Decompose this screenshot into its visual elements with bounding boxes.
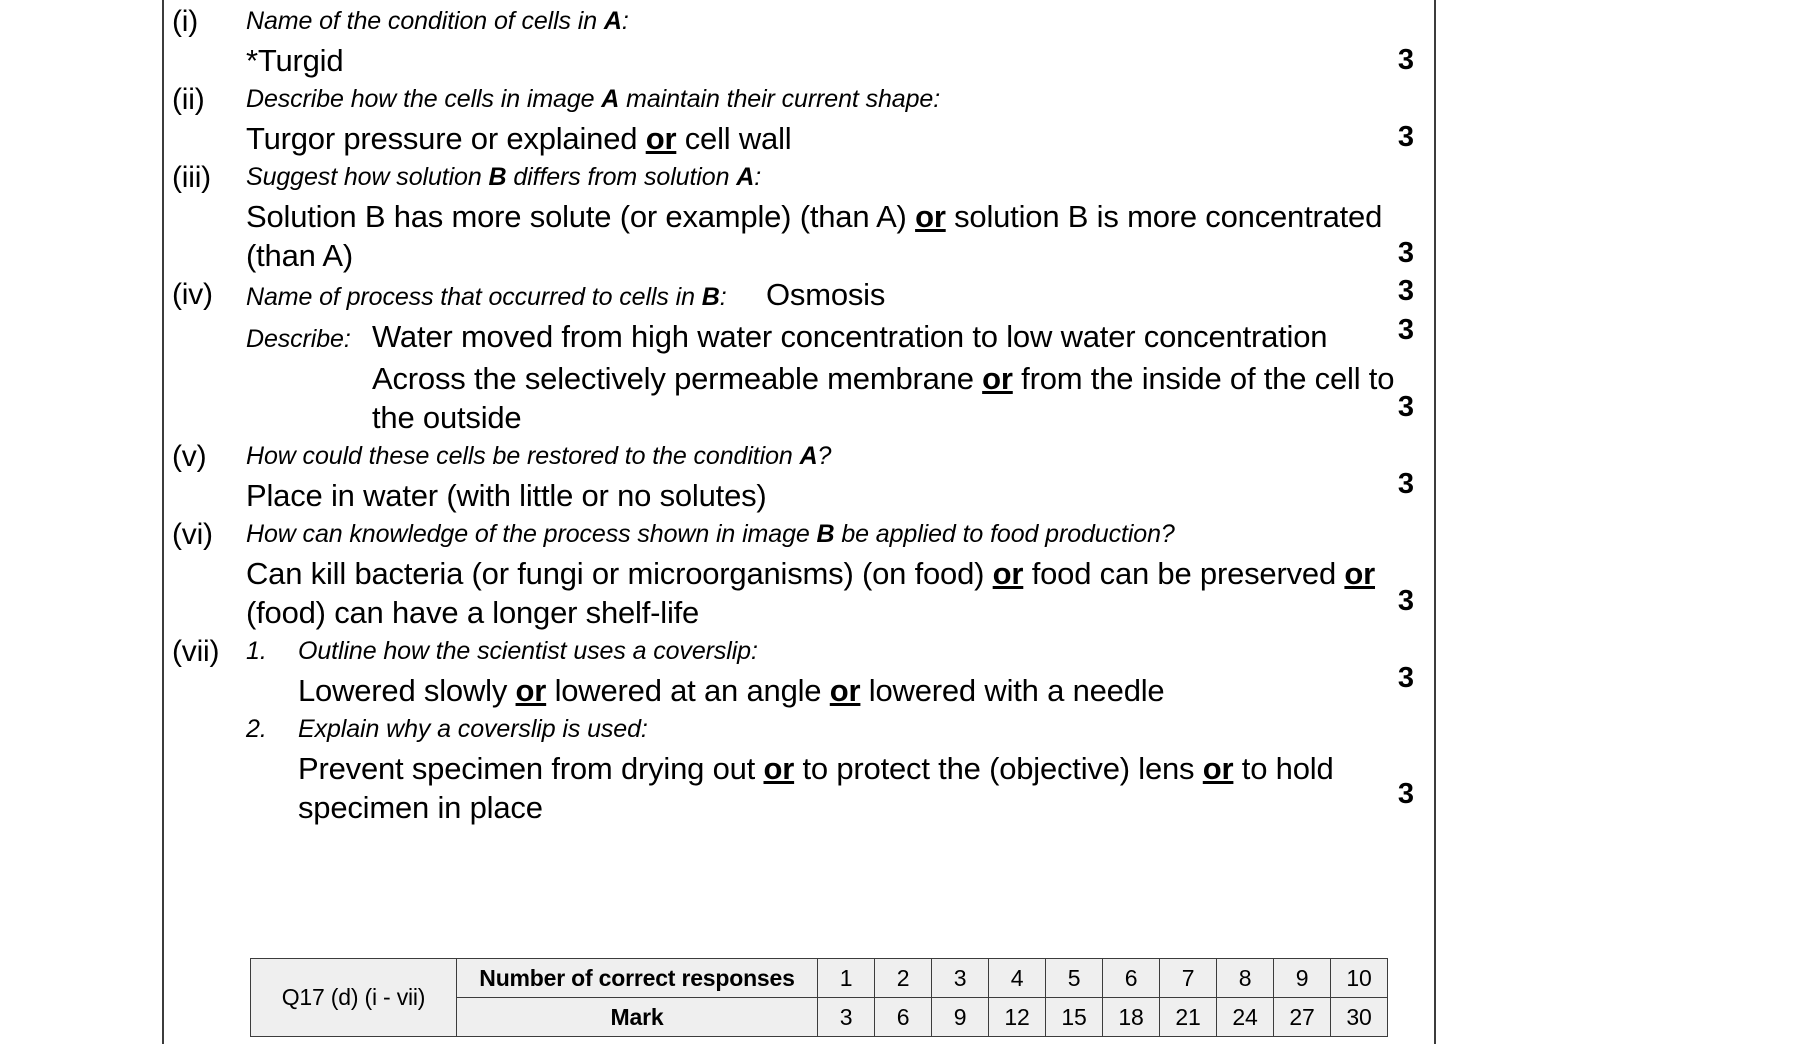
- mark-value-vi: 3: [1397, 585, 1415, 617]
- grid-mark-cell: 27: [1274, 998, 1331, 1037]
- answer-text-vi: Can kill bacteria (or fungi or microorganisms) (on food) or food can be preserved or (food) can have a longer shelf-life: [246, 556, 1376, 630]
- sub-question-text-2: Explain why a coverslip is used:: [298, 715, 648, 743]
- grid-response-cell: 1: [818, 959, 875, 998]
- answers-content: [172, 0, 1430, 1044]
- grid-response-cell: 6: [1103, 959, 1160, 998]
- answer-text-iii: Solution B has more solute (or example) (than A) or solution B is more concentrated (than A): [246, 199, 1383, 273]
- mark-value-iv-desc2: 3: [1397, 391, 1415, 423]
- answer-row-vii: [172, 632, 1430, 827]
- item-number-v: (v): [172, 440, 207, 473]
- or-keyword: or: [763, 751, 795, 786]
- answer-row-vi: [172, 515, 1430, 632]
- answer-text-i: *Turgid: [246, 43, 344, 78]
- sub-item-2: [246, 710, 1430, 827]
- describe-answer-line-1: Water moved from high water concentration to low water concentration: [372, 319, 1328, 354]
- grid-response-cell: 7: [1160, 959, 1217, 998]
- mark-value-iv: 3: [1397, 275, 1415, 307]
- question-text-i: Name of the condition of cells in A:: [246, 7, 629, 35]
- grid-mark-cell: 12: [989, 998, 1046, 1037]
- grid-row-responses: [251, 959, 1388, 998]
- or-keyword: or: [1202, 751, 1234, 786]
- grid-mark-cell: 15: [1046, 998, 1103, 1037]
- item-number-iv: (iv): [172, 278, 213, 311]
- or-keyword: or: [982, 361, 1013, 396]
- describe-pair-iv: [246, 317, 1430, 359]
- grid-response-cell: 2: [875, 959, 932, 998]
- grid-question-ref: Q17 (d) (i - vii): [251, 959, 457, 1037]
- sub-item-number-2: 2.: [246, 715, 267, 743]
- mark-value-iv-desc1: 3: [1397, 314, 1415, 346]
- sub-item-number-1: 1.: [246, 637, 267, 665]
- grid-mark-cell: 9: [932, 998, 989, 1037]
- mark-value-v: 3: [1397, 468, 1415, 500]
- sub-answer-text-1: Lowered slowly or lowered at an angle or lowered with a needle: [298, 673, 1165, 708]
- mark-value-iii: 3: [1397, 237, 1415, 269]
- or-keyword: or: [829, 673, 861, 708]
- describe-answer-line-2: Across the selectively permeable membrane or from the inside of the cell to the outside: [372, 361, 1395, 435]
- item-number-vii: (vii): [172, 635, 220, 668]
- sub-question-text-1: Outline how the scientist uses a coverslip:: [298, 637, 758, 665]
- describe-label: Describe:: [246, 325, 351, 353]
- marking-grid-table: [250, 958, 1388, 1037]
- sub-answer-text-2: Prevent specimen from drying out or to protect the (objective) lens or to hold specimen in place: [298, 751, 1334, 825]
- or-keyword: or: [992, 556, 1024, 591]
- table-right-border: [1434, 0, 1436, 1044]
- grid-mark-cell: 18: [1103, 998, 1160, 1037]
- answer-text-ii: Turgor pressure or explained or cell wall: [246, 121, 792, 156]
- grid-response-cell: 5: [1046, 959, 1103, 998]
- mark-value-vii-2: 3: [1397, 778, 1415, 810]
- answer-row-iv: [172, 275, 1430, 437]
- answer-text-v: Place in water (with little or no solutes): [246, 478, 767, 513]
- grid-mark-cell: 30: [1331, 998, 1388, 1037]
- grid-response-cell: 4: [989, 959, 1046, 998]
- or-keyword: or: [645, 121, 677, 156]
- or-keyword: or: [515, 673, 547, 708]
- grid-row-label-responses: Number of correct responses: [457, 959, 818, 998]
- mark-value-vii-1: 3: [1397, 662, 1415, 694]
- grid-response-cell: 3: [932, 959, 989, 998]
- sub-item-1: [246, 632, 1430, 710]
- question-text-iv: Name of process that occurred to cells in B:: [246, 283, 727, 311]
- grid-response-cell: 8: [1217, 959, 1274, 998]
- grid-mark-cell: 3: [818, 998, 875, 1037]
- table-left-border: [162, 0, 164, 1044]
- question-answer-pair-iv: [246, 275, 1430, 317]
- question-text-iii: Suggest how solution B differs from solution A:: [246, 163, 762, 191]
- grid-mark-cell: 6: [875, 998, 932, 1037]
- question-text-vi: How can knowledge of the process shown in image B be applied to food production?: [246, 520, 1175, 548]
- answer-row-i: [172, 2, 1430, 80]
- grid-mark-cell: 21: [1160, 998, 1217, 1037]
- item-number-vi: (vi): [172, 518, 213, 551]
- item-number-iii: (iii): [172, 161, 211, 194]
- grid-row-label-mark: Mark: [457, 998, 818, 1037]
- or-keyword: or: [1344, 556, 1376, 591]
- mark-value-ii: 3: [1397, 121, 1415, 153]
- question-text-v: How could these cells be restored to the condition A?: [246, 442, 832, 470]
- or-keyword: or: [915, 199, 946, 234]
- answer-row-iii: [172, 158, 1430, 275]
- answer-row-v: [172, 437, 1430, 515]
- grid-response-cell: 9: [1274, 959, 1331, 998]
- item-number-i: (i): [172, 5, 199, 38]
- answer-text-iv: Osmosis: [766, 277, 886, 312]
- grid-response-cell: 10: [1331, 959, 1388, 998]
- question-text-ii: Describe how the cells in image A maintain their current shape:: [246, 85, 941, 113]
- mark-value-i: 3: [1397, 44, 1415, 76]
- grid-mark-cell: 24: [1217, 998, 1274, 1037]
- item-number-ii: (ii): [172, 83, 205, 116]
- answer-row-ii: [172, 80, 1430, 158]
